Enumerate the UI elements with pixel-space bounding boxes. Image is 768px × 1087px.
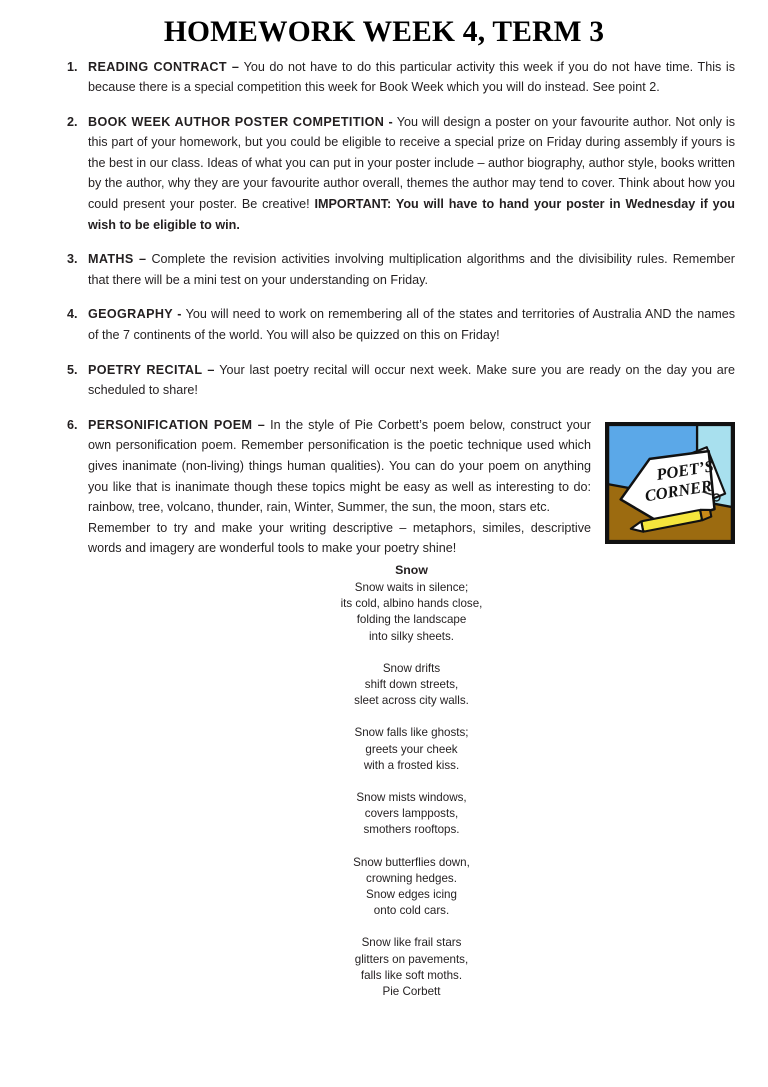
list-item-number: 3. <box>67 252 78 267</box>
poem-line: onto cold cars. <box>373 904 450 918</box>
list-item-body: You will need to work on remembering all of the states and territories of Australia AND the names of the 7 continents of the world. You will also be quizzed on this on Friday! <box>88 307 736 343</box>
poem-line: its cold, albino hands close, <box>340 597 483 611</box>
page-title: HOMEWORK WEEK 4, TERM 3 <box>163 16 605 48</box>
poem-line: crowning hedges. <box>366 871 457 885</box>
list-item-body-2: Remember to try and make your writing descriptive – metaphors, similes, descriptive words and imagery are wonderful tools to make your poetry shine! <box>88 520 591 556</box>
list-item-heading: READING CONTRACT – <box>88 59 240 74</box>
list-item-number: 4. <box>67 307 78 322</box>
poem-line: into silky sheets. <box>368 629 455 643</box>
poem-stanza <box>88 725 735 774</box>
list-item-heading: PERSONIFICATION POEM – <box>88 417 266 432</box>
poem-line: Snow drifts <box>382 661 441 675</box>
list-item-text <box>88 363 735 398</box>
poem-line: Snow mists windows, <box>356 791 467 804</box>
poem-line: Snow edges icing <box>366 888 457 902</box>
poem-stanza <box>88 790 735 839</box>
list-item-number: 2. <box>67 114 78 129</box>
list-item-body: You do not have to do this particular activity this week if you do not have time. This is because there is a special competition this week for Book Week which you will do instead. See point 2. <box>88 59 736 95</box>
poem-line: smothers rooftops. <box>363 823 460 837</box>
list-item-text <box>88 307 735 342</box>
poem-line: covers lampposts, <box>364 807 459 821</box>
poem-line: Snow butterflies down, <box>353 855 470 869</box>
list-item <box>0 415 768 559</box>
list-item-number: 1. <box>67 59 78 74</box>
poets-corner-clipart <box>605 422 735 544</box>
poem-line: Snow falls like ghosts; <box>354 726 469 740</box>
poem-line: folding the landscape <box>356 613 467 627</box>
poem-title: Snow <box>395 562 428 577</box>
poem-line: Snow like frail stars <box>361 936 462 950</box>
poets-corner-image <box>605 422 735 544</box>
poem-author: Pie Corbett <box>382 985 441 999</box>
clipart-label-line2: CORNER <box>643 475 714 506</box>
list-item-number: 5. <box>67 362 78 377</box>
poem-line: glitters on pavements, <box>354 952 469 966</box>
poem-line: sleet across city walls. <box>354 694 469 708</box>
poem-stanza <box>88 935 735 984</box>
list-item-body: Complete the revision activities involving multiplication algorithms and the divisibility rules. Remember that there will be a mini test on your understanding on Friday. <box>88 252 735 287</box>
poem-line: falls like soft moths. <box>360 968 463 982</box>
list-item-heading: GEOGRAPHY - <box>88 307 182 322</box>
list-item-important-note: IMPORTANT: You will have to hand your poster in Wednesday if you wish to be eligible to win. <box>88 197 735 232</box>
list-item-heading: BOOK WEEK AUTHOR POSTER COMPETITION - <box>88 114 394 129</box>
list-item <box>0 112 768 236</box>
list-item-number: 6. <box>67 417 78 432</box>
list-item-body: Your last poetry recital will occur next week. Make sure you are ready on the day you are scheduled to share! <box>88 362 735 398</box>
poem-stanza <box>88 580 735 645</box>
list-item-text <box>88 60 735 95</box>
clipart-label-line1: POET’S <box>655 456 715 484</box>
poem-line: greets your cheek <box>365 742 458 756</box>
list-item-heading: MATHS – <box>88 252 147 267</box>
list-item-body: You will design a poster on your favourite author. Not only is this part of your homework, but you could be eligible to receive a special prize on Friday during assembly if yours is the best in our class. Ideas of what you can put in your poster include – author biography, author style, books written by the author, why they are your favourite author overall, themes the author may tend to cover. Think about how you could present your poster. Be creative! <box>88 114 736 212</box>
list-item-text <box>88 252 735 287</box>
poem-line: Snow waits in silence; <box>354 580 469 594</box>
poem-stanza <box>88 855 735 920</box>
poem-stanza <box>88 661 735 710</box>
poem-line: with a frosted kiss. <box>363 758 460 772</box>
list-item <box>0 304 768 345</box>
list-item-text <box>88 115 735 232</box>
homework-item-list <box>0 57 768 559</box>
poem-line: shift down streets, <box>364 677 459 691</box>
list-item-heading: POETRY RECITAL – <box>88 362 215 377</box>
poem-block <box>0 561 768 1000</box>
list-item-text <box>88 418 591 514</box>
list-item-body: In the style of Pie Corbett’s poem below, construct your own personification poem. Remember personification is the poetic technique used which gives inanimate (non-living) things human qualities). You can do your poem on anything you like that is inanimate though these topics might be easy as well as interesting to do: rainbow, tree, volcano, thunder, rain, Winter, Summer, the sun, the moon, stars etc. <box>88 417 591 515</box>
list-item <box>0 57 768 98</box>
list-item <box>0 360 768 401</box>
list-item <box>0 249 768 290</box>
